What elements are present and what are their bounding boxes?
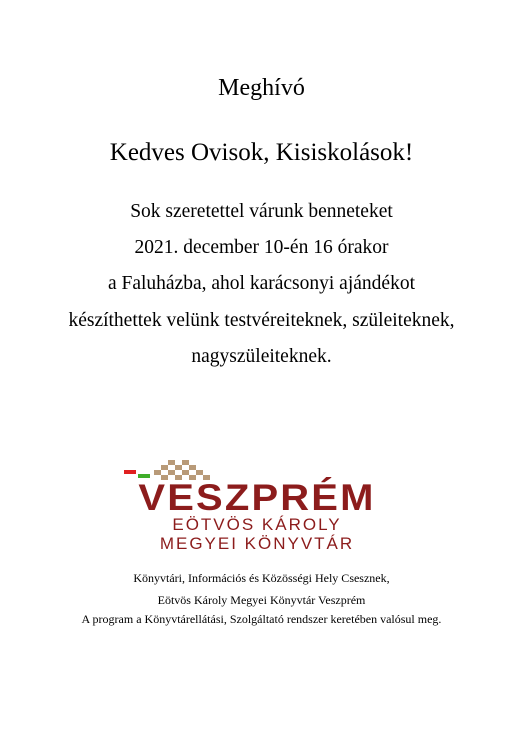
- footer-line: Könyvtári, Információs és Közösségi Hely Csesznek,: [133, 571, 390, 585]
- logo-library-type: MEGYEI KÖNYVTÁR: [159, 534, 355, 553]
- invitation-body-line: készíthettek velünk testvéreiteknek, szüleiteknek,: [68, 310, 455, 331]
- logo-city-name: VESZPRÉM: [138, 477, 376, 518]
- invitation-greeting: Kedves Ovisok, Kisiskolások!: [109, 139, 414, 166]
- invitation-body-line: 2021. december 10-én 16 órakor: [134, 237, 389, 258]
- invitation-title: Meghívó: [218, 75, 305, 101]
- invitation-body-line: Sok szeretettel várunk benneteket: [130, 201, 393, 222]
- footer-line: Eötvös Károly Megyei Könyvtár Veszprém: [157, 593, 366, 607]
- footer-line: A program a Könyvtárellátási, Szolgáltató rendszer keretében valósul meg.: [81, 612, 442, 626]
- invitation-body-line: a Faluházba, ahol karácsonyi ajándékot: [107, 273, 415, 294]
- library-logo: [92, 460, 422, 552]
- invitation-body-line: nagyszüleiteknek.: [191, 346, 332, 367]
- logo-library-name: EÖTVÖS KÁROLY: [172, 515, 342, 534]
